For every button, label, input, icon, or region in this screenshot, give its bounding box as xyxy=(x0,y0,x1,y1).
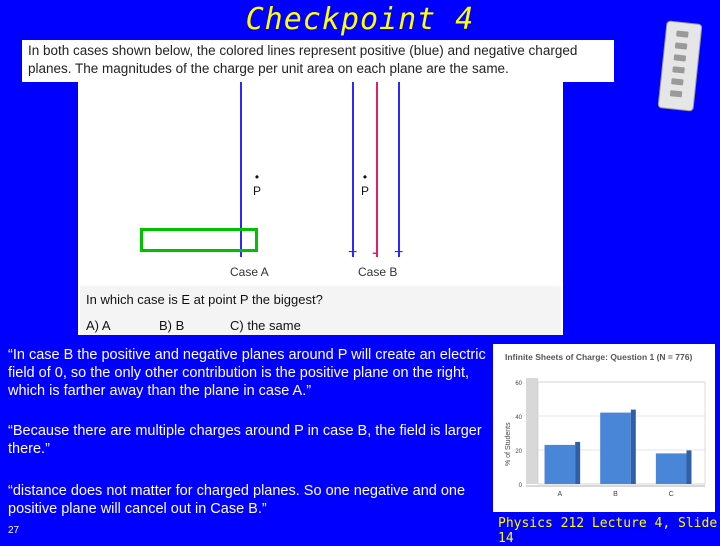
slide-title: Checkpoint 4 xyxy=(245,2,475,37)
option-a[interactable]: A) A xyxy=(86,318,111,333)
case-a-point: • P xyxy=(253,170,262,198)
student-comment-2: “Because there are multiple charges around P in case B, the field is larger there.” xyxy=(8,423,482,457)
option-c[interactable]: C) the same xyxy=(230,318,301,333)
x-tick-label: C xyxy=(668,491,674,498)
student-comment-1: “In case B the positive and negative planes around P will create an electric field of 0, so the only other contribution is the positive plane on the right, which is farther away than the plane in case A.” xyxy=(8,347,486,399)
case-b-plus-left: + xyxy=(348,244,358,261)
bar-b xyxy=(600,413,631,484)
bar-side-b xyxy=(631,410,636,484)
x-tick-label: A xyxy=(557,491,563,498)
case-a-plus-sign: + xyxy=(236,244,246,261)
bar-c xyxy=(656,453,687,484)
results-chart xyxy=(493,344,715,512)
page-number: 27 xyxy=(8,525,20,536)
charged-planes-figure xyxy=(78,82,563,335)
x-tick-label: B xyxy=(613,491,618,498)
y-tick-label: 40 xyxy=(515,415,522,421)
chart-title: Infinite Sheets of Charge: Question 1 (N = 776) xyxy=(505,352,693,362)
case-b-left-positive-plane xyxy=(352,82,354,257)
bar-side-c xyxy=(686,450,691,484)
chart-wall xyxy=(526,378,538,484)
case-b-negative-plane xyxy=(376,82,378,257)
y-tick-label: 0 xyxy=(518,483,522,489)
option-b[interactable]: B) B xyxy=(159,318,185,333)
clicker-device-image xyxy=(657,20,702,111)
case-b-right-positive-plane xyxy=(398,82,400,257)
y-tick-label: 20 xyxy=(515,449,522,455)
bar-a xyxy=(545,445,576,484)
slide-footer: Physics 212 Lecture 4, Slide 14 xyxy=(498,516,718,546)
case-a-label: Case A xyxy=(230,265,269,279)
case-b-plus-right: + xyxy=(394,244,404,261)
intro-text: In both cases shown below, the colored lines represent positive (blue) and negative charged planes. The magnitudes of the charge per unit area on each plane are the same. xyxy=(22,40,614,82)
case-b-point: • P xyxy=(361,170,370,198)
case-b-label: Case B xyxy=(358,265,398,279)
case-b-minus: - xyxy=(372,242,378,262)
correct-answer-highlight xyxy=(140,228,258,252)
chart-ylabel: % of Students xyxy=(505,422,512,466)
question-panel xyxy=(80,286,561,335)
student-comment-3: “distance does not matter for charged planes. So one negative and one positive plane will cancel out in Case B.” xyxy=(8,483,466,517)
bar-side-a xyxy=(575,442,580,484)
y-tick-label: 60 xyxy=(515,381,522,387)
results-chart-svg xyxy=(493,344,715,512)
question-text: In which case is E at point P the biggest? xyxy=(86,292,323,307)
